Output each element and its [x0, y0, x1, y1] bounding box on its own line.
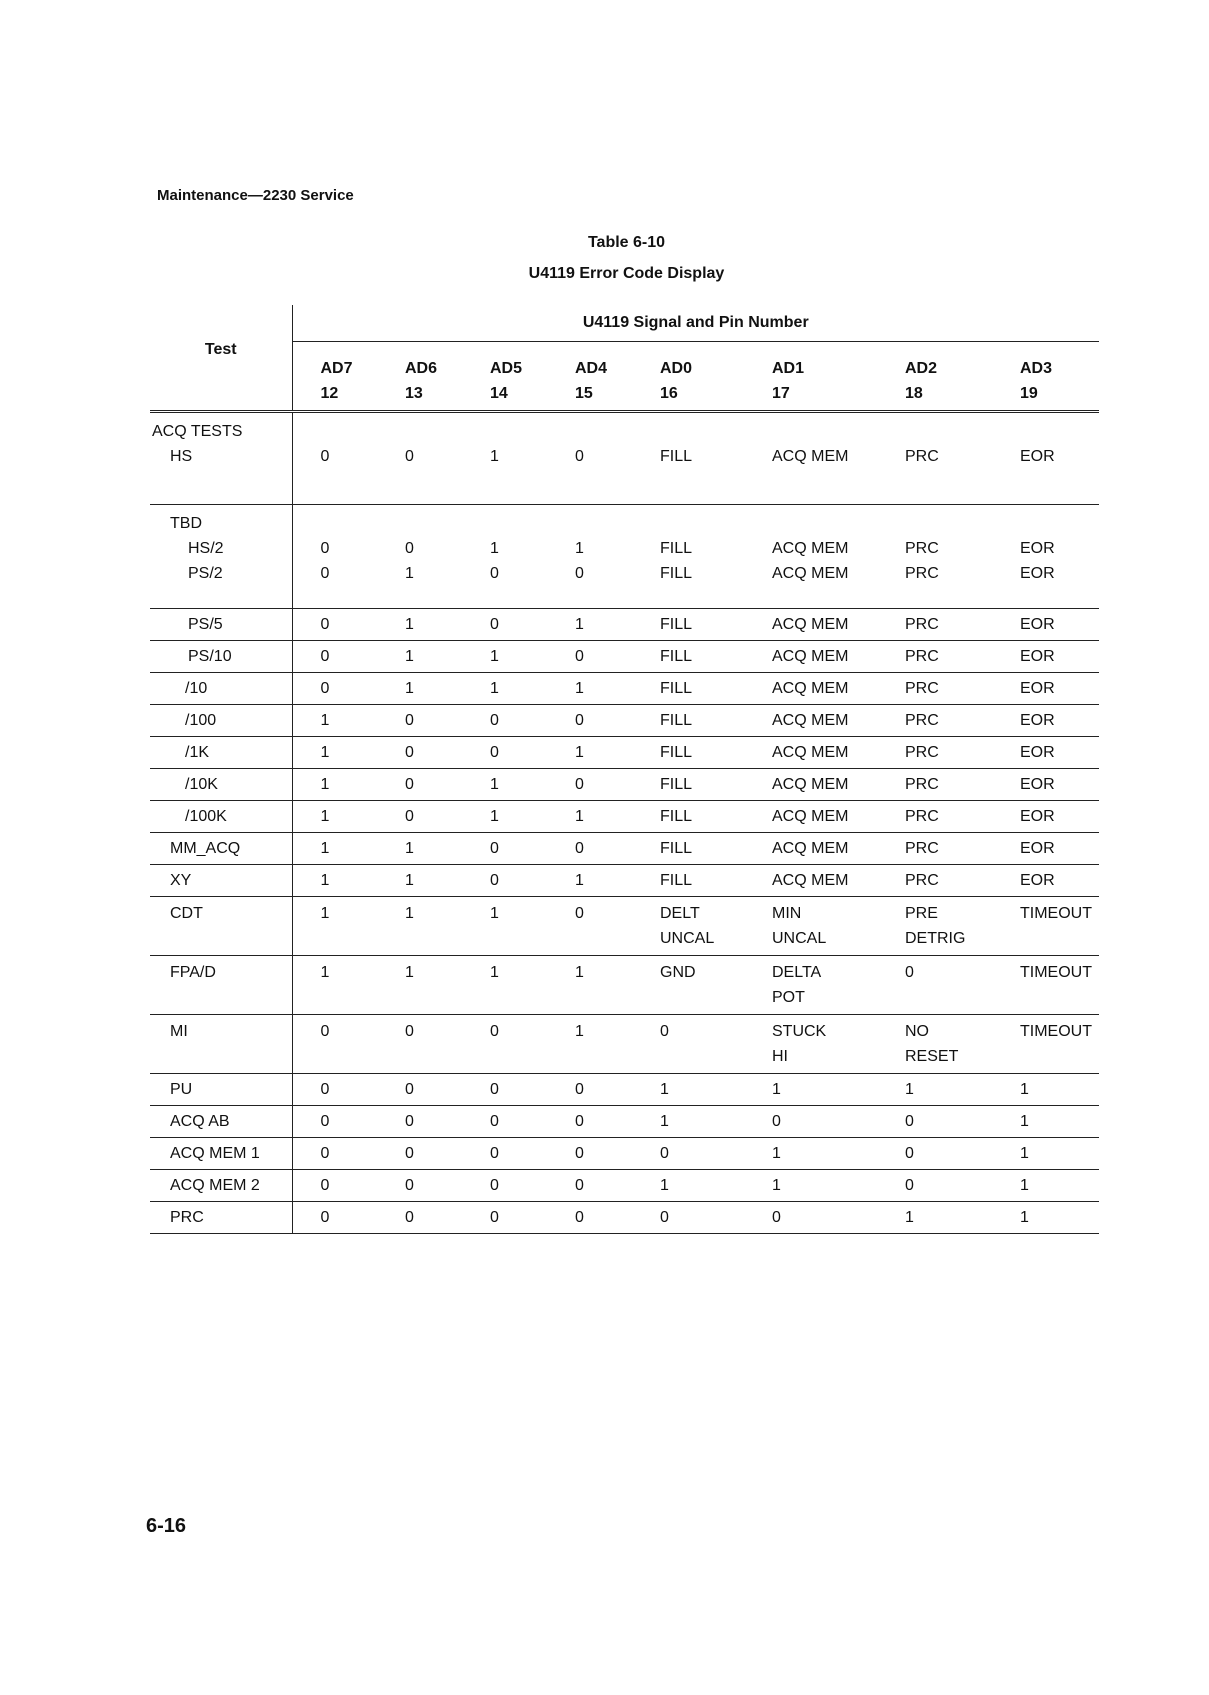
test-cell: /100 [150, 705, 292, 737]
value-cell: 0 [292, 412, 377, 505]
value-cell: 0 [462, 705, 547, 737]
value-cell: 1 [877, 1074, 992, 1106]
value-cell: 0 [377, 412, 462, 505]
value-cell: EOR [992, 865, 1099, 897]
value-cell: TIMEOUT [992, 1015, 1099, 1074]
value-cell: 1 0 [462, 505, 547, 609]
value-cell: 0 [547, 641, 632, 673]
group-label-tbd: TBD [170, 515, 202, 532]
value-cell: 0 [547, 833, 632, 865]
value-cell: MIN UNCAL [744, 897, 877, 956]
value-cell: 0 [744, 1106, 877, 1138]
page-header: Maintenance—2230 Service [157, 187, 354, 204]
table-row [150, 833, 1099, 865]
value-cell: 0 [292, 1106, 377, 1138]
group-label-acq-tests: ACQ TESTS [152, 423, 243, 440]
value-cell: 0 [547, 705, 632, 737]
table-title: U4119 Error Code Display [528, 265, 725, 282]
value-cell: 0 [462, 1138, 547, 1170]
test-cell: ACQ TESTS HS [150, 412, 292, 505]
test-cell: XY [150, 865, 292, 897]
value-cell: 1 [992, 1106, 1099, 1138]
value-cell: 0 [462, 609, 547, 641]
value-cell: PRE DETRIG [877, 897, 992, 956]
value-cell: FILL [632, 641, 744, 673]
value-cell: 0 [292, 1170, 377, 1202]
value-cell: 0 [547, 1138, 632, 1170]
value-cell: 1 [547, 1015, 632, 1074]
table-row [150, 801, 1099, 833]
table-row [150, 956, 1099, 1015]
value-cell: 1 0 [547, 505, 632, 609]
value-cell: ACQ MEM [744, 705, 877, 737]
value-cell: 0 [547, 1074, 632, 1106]
value-cell: PRC [877, 412, 992, 505]
value-cell: 1 [547, 865, 632, 897]
value-cell: 1 [292, 865, 377, 897]
signal-group-header: U4119 Signal and Pin Number [292, 305, 1099, 342]
value-cell: EOR [992, 705, 1099, 737]
value-cell: 0 [377, 1074, 462, 1106]
page-number: 6-16 [146, 1515, 187, 1537]
value-cell: 1 [547, 956, 632, 1015]
value-cell: 0 [377, 801, 462, 833]
value-cell: GND [632, 956, 744, 1015]
test-cell: /1K [150, 737, 292, 769]
value-cell: ACQ MEM [744, 865, 877, 897]
value-cell: FILL [632, 705, 744, 737]
signal-header-ad3: AD3 19 [992, 342, 1099, 412]
value-cell: EOR EOR [992, 505, 1099, 609]
value-cell: EOR [992, 801, 1099, 833]
test-cell: /10 [150, 673, 292, 705]
value-cell: 0 [547, 1170, 632, 1202]
value-cell: FILL [632, 737, 744, 769]
value-cell: 0 [377, 1138, 462, 1170]
signal-header-ad6: AD6 13 [377, 342, 462, 412]
value-cell: FILL [632, 801, 744, 833]
value-cell: FILL [632, 609, 744, 641]
value-cell: 0 [292, 641, 377, 673]
value-cell: 1 [744, 1170, 877, 1202]
value-cell: ACQ MEM [744, 609, 877, 641]
table-row [150, 505, 1099, 609]
value-cell: PRC [877, 609, 992, 641]
value-cell: 0 [877, 1170, 992, 1202]
table-row [150, 769, 1099, 801]
value-cell: 1 [462, 412, 547, 505]
value-cell: 1 [292, 705, 377, 737]
value-cell: 1 [744, 1138, 877, 1170]
value-cell: 1 [462, 897, 547, 956]
value-cell: 0 1 [377, 505, 462, 609]
test-column-header: Test [150, 305, 292, 412]
value-cell: 0 [377, 705, 462, 737]
value-cell: 0 0 [292, 505, 377, 609]
test-cell: PU [150, 1074, 292, 1106]
value-cell: 0 [632, 1015, 744, 1074]
value-cell: 0 [632, 1138, 744, 1170]
table-row [150, 1202, 1099, 1234]
value-cell: 1 [377, 641, 462, 673]
value-cell: 0 [462, 1074, 547, 1106]
value-cell: ACQ MEM [744, 737, 877, 769]
test-cell: MM_ACQ [150, 833, 292, 865]
table-row [150, 641, 1099, 673]
value-cell: PRC [877, 833, 992, 865]
value-cell: ACQ MEM [744, 673, 877, 705]
value-cell: PRC [877, 737, 992, 769]
value-cell: 1 [377, 956, 462, 1015]
test-cell: ACQ MEM 2 [150, 1170, 292, 1202]
value-cell: 1 [292, 833, 377, 865]
value-cell: EOR [992, 673, 1099, 705]
table-row [150, 673, 1099, 705]
value-cell: 0 [377, 1106, 462, 1138]
value-cell: 0 [462, 1015, 547, 1074]
value-cell: 1 [292, 801, 377, 833]
value-cell: 0 [377, 769, 462, 801]
value-cell: 1 [547, 801, 632, 833]
value-cell: 0 [292, 1202, 377, 1234]
value-cell: 1 [632, 1106, 744, 1138]
test-cell: PRC [150, 1202, 292, 1234]
value-cell: 1 [547, 609, 632, 641]
table-row [150, 1074, 1099, 1106]
value-cell: PRC [877, 673, 992, 705]
value-cell: FILL [632, 833, 744, 865]
value-cell: ACQ MEM [744, 412, 877, 505]
value-cell: 0 [547, 769, 632, 801]
value-cell: 1 [547, 737, 632, 769]
value-cell: 0 [377, 1202, 462, 1234]
value-cell: 1 [462, 956, 547, 1015]
value-cell: 0 [377, 1170, 462, 1202]
test-cell: PS/5 [150, 609, 292, 641]
value-cell: ACQ MEM ACQ MEM [744, 505, 877, 609]
value-cell: 0 [547, 897, 632, 956]
test-cell: FPA/D [150, 956, 292, 1015]
test-cell: ACQ MEM 1 [150, 1138, 292, 1170]
signal-header-ad5: AD5 14 [462, 342, 547, 412]
test-cell: PS/10 [150, 641, 292, 673]
value-cell: 0 [462, 737, 547, 769]
value-cell: 0 [877, 956, 992, 1015]
value-cell: 0 [462, 1106, 547, 1138]
value-cell: FILL [632, 673, 744, 705]
table-row [150, 1015, 1099, 1074]
signal-header-ad2: AD2 18 [877, 342, 992, 412]
table-row [150, 705, 1099, 737]
value-cell: 1 [992, 1202, 1099, 1234]
value-cell: FILL FILL [632, 505, 744, 609]
table-number: Table 6-10 [587, 234, 666, 251]
value-cell: 1 [632, 1170, 744, 1202]
value-cell: PRC [877, 769, 992, 801]
value-cell: 1 [992, 1074, 1099, 1106]
value-cell: 1 [462, 673, 547, 705]
value-cell: 0 [377, 737, 462, 769]
value-cell: STUCK HI [744, 1015, 877, 1074]
signal-header-ad4: AD4 15 [547, 342, 632, 412]
value-cell: 1 [992, 1138, 1099, 1170]
test-cell: MI [150, 1015, 292, 1074]
value-cell: 0 [547, 412, 632, 505]
value-cell: PRC [877, 705, 992, 737]
value-cell: PRC [877, 801, 992, 833]
value-cell: 1 [992, 1170, 1099, 1202]
table-row [150, 1106, 1099, 1138]
test-cell: TBD HS/2 PS/2 [150, 505, 292, 609]
value-cell: DELT UNCAL [632, 897, 744, 956]
value-cell: ACQ MEM [744, 769, 877, 801]
value-cell: 0 [744, 1202, 877, 1234]
value-cell: 0 [632, 1202, 744, 1234]
value-cell: 1 [292, 769, 377, 801]
value-cell: 1 [292, 737, 377, 769]
error-code-table [150, 305, 1099, 1234]
value-cell: 1 [462, 641, 547, 673]
value-cell: EOR [992, 641, 1099, 673]
value-cell: TIMEOUT [992, 897, 1099, 956]
value-cell: 1 [377, 673, 462, 705]
value-cell: 0 [377, 1015, 462, 1074]
value-cell: ACQ MEM [744, 641, 877, 673]
value-cell: 1 [877, 1202, 992, 1234]
signal-header-ad0: AD0 16 [632, 342, 744, 412]
signal-header-ad1: AD1 17 [744, 342, 877, 412]
value-cell: FILL [632, 769, 744, 801]
value-cell: EOR [992, 737, 1099, 769]
table-row [150, 412, 1099, 505]
value-cell: DELTA POT [744, 956, 877, 1015]
test-cell: /10K [150, 769, 292, 801]
value-cell: EOR [992, 833, 1099, 865]
value-cell: FILL [632, 412, 744, 505]
value-cell: PRC [877, 641, 992, 673]
value-cell: 1 [547, 673, 632, 705]
value-cell: 0 [292, 609, 377, 641]
value-cell: EOR [992, 609, 1099, 641]
value-cell: 0 [462, 865, 547, 897]
value-cell: EOR [992, 769, 1099, 801]
value-cell: FILL [632, 865, 744, 897]
value-cell: PRC PRC [877, 505, 992, 609]
value-cell: 0 [877, 1138, 992, 1170]
value-cell: 1 [292, 956, 377, 1015]
value-cell: 0 [462, 833, 547, 865]
value-cell: 0 [292, 1074, 377, 1106]
value-cell: 1 [462, 769, 547, 801]
value-cell: PRC [877, 865, 992, 897]
value-cell: 0 [547, 1106, 632, 1138]
table-row [150, 1138, 1099, 1170]
value-cell: 1 [632, 1074, 744, 1106]
value-cell: 0 [292, 673, 377, 705]
test-cell: ACQ AB [150, 1106, 292, 1138]
value-cell: 1 [292, 897, 377, 956]
value-cell: ACQ MEM [744, 833, 877, 865]
value-cell: NO RESET [877, 1015, 992, 1074]
value-cell: 1 [377, 833, 462, 865]
value-cell: 0 [877, 1106, 992, 1138]
test-cell: CDT [150, 897, 292, 956]
value-cell: 0 [292, 1015, 377, 1074]
test-cell: /100K [150, 801, 292, 833]
table-row [150, 737, 1099, 769]
table-row [150, 1170, 1099, 1202]
value-cell: 0 [462, 1202, 547, 1234]
value-cell: 0 [292, 1138, 377, 1170]
value-cell: ACQ MEM [744, 801, 877, 833]
table-row [150, 897, 1099, 956]
signal-header-ad7: AD7 12 [292, 342, 377, 412]
value-cell: 1 [744, 1074, 877, 1106]
value-cell: 1 [462, 801, 547, 833]
value-cell: TIMEOUT [992, 956, 1099, 1015]
table-row [150, 609, 1099, 641]
value-cell: 0 [462, 1170, 547, 1202]
value-cell: 1 [377, 897, 462, 956]
value-cell: 0 [547, 1202, 632, 1234]
value-cell: EOR [992, 412, 1099, 505]
table-row [150, 865, 1099, 897]
value-cell: 1 [377, 865, 462, 897]
value-cell: 1 [377, 609, 462, 641]
